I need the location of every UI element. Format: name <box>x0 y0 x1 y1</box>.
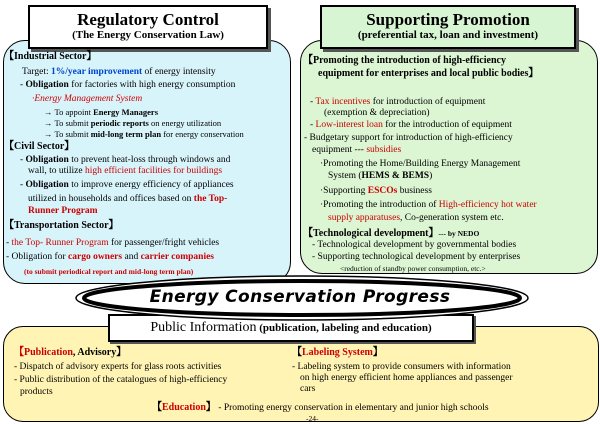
submit-plan-line: → To submit mid-long term plan for energy conservation <box>44 129 244 139</box>
civil-header: 【Civil Sector】 <box>4 141 75 152</box>
target-value: 1%/year improvement <box>50 67 143 77</box>
obligation-factories: - Obligation for factories with high energy consumption <box>20 80 236 90</box>
target-line: Target: 1%/year improvement of energy intensity <box>22 67 216 77</box>
promoting-header-2: equipment for enterprises and local public bodies】 <box>318 68 539 79</box>
civil-top-runner: Runner Program <box>28 206 98 216</box>
labeling-line-1: - Labeling system to provide consumers with information <box>292 362 511 372</box>
hot-water-line-1: ·Promoting the introduction of High-efficiency hot water <box>320 200 537 210</box>
transport-header: 【Transportation Sector】 <box>4 220 119 231</box>
low-interest-loan: - Low-interest loan for the introduction of equipment <box>310 120 512 130</box>
supporting-title: Supporting Promotion <box>366 10 530 29</box>
public-info-title: Public Information <box>150 320 257 335</box>
tech-line-2: - Supporting technological development by enterprises <box>312 252 521 262</box>
appoint-line: → To appoint Energy Managers <box>44 107 158 117</box>
education-line: 【Education】 - Promoting energy conservation in elementary and junior high schools <box>152 402 489 413</box>
civil-obligation-2: - Obligation to improve energy efficiency of appliances <box>20 180 234 190</box>
ems-line: ·Energy Management System <box>32 94 143 104</box>
publication-header: 【Publication, Advisory】 <box>14 347 127 358</box>
labeling-line-2: on high energy efficient home appliances and passenger <box>300 373 513 383</box>
tech-header: 【Technological development】--- by NEDO <box>303 228 480 239</box>
hems-line-1: ·Promoting the Home/Building Energy Management <box>320 159 521 169</box>
transport-line-3: (to submit periodical report and mid-long term plan) <box>24 267 194 276</box>
civil-obligation-2b: utilized in households and offices based on the Top- <box>28 194 228 204</box>
public-info-subtitle: (publication, labeling and education) <box>256 322 432 334</box>
regulatory-subtitle: (The Energy Conservation Law) <box>72 29 224 41</box>
civil-obligation-1b: wall, to utilize high efficient facilities for buildings <box>28 166 223 176</box>
page-number: -24- <box>306 414 319 423</box>
supporting-subtitle: (preferential tax, loan and investment) <box>357 29 539 41</box>
hot-water-line-2: supply apparatuses, Co-generation system etc. <box>328 213 504 223</box>
transport-line-2: - Obligation for cargo owners and carrier companies <box>6 252 215 262</box>
hems-line-2: System (HEMS & BEMS) <box>328 171 433 181</box>
publication-line-3: products <box>20 387 53 397</box>
esco-line: ·Supporting ESCOs business <box>320 186 432 196</box>
budget-line-2: equipment --- subsidies <box>312 145 402 155</box>
civil-obligation-1: - Obligation to prevent heat-loss through windows and <box>20 155 231 165</box>
regulatory-title: Regulatory Control <box>77 10 219 29</box>
tax-incentives: - Tax incentives for introduction of equipment <box>310 97 486 107</box>
tech-line-1: - Technological development by governmental bodies <box>312 240 517 250</box>
submit-report-line: → To submit periodic reports on energy utilization <box>44 118 222 128</box>
promoting-header-1: 【Promoting the introduction of high-efficiency <box>303 55 506 66</box>
budget-line-1: - Budgetary support for introduction of high-efficiency <box>304 133 513 143</box>
transport-line-1: - the Top- Runner Program for passenger/fright vehicles <box>6 238 220 248</box>
publication-line-1: - Dispatch of advisory experts for glass roots activities <box>14 362 222 372</box>
tax-sub: (exemption & depreciation) <box>324 108 430 118</box>
banner-text: Energy Conservation Progress <box>149 287 451 307</box>
industrial-header: 【Industrial Sector】 <box>4 51 97 62</box>
labeling-line-3: cars <box>300 384 316 394</box>
tech-note: <reduction of standby power consumption, etc.> <box>340 264 486 273</box>
publication-line-2: - Public distribution of the catalogues of high-efficiency <box>14 375 228 385</box>
labeling-header: 【Labeling System】 <box>292 347 383 358</box>
